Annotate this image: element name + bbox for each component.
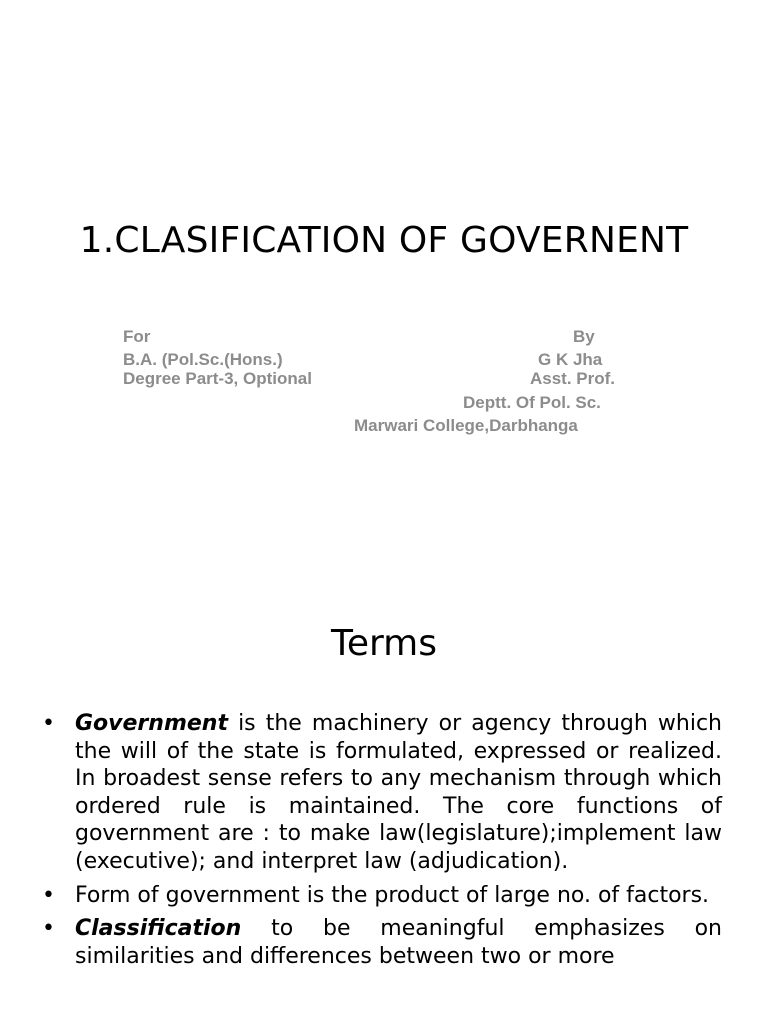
terms-slide bbox=[0, 576, 768, 1024]
bullet-icon: • bbox=[42, 711, 55, 736]
author-college: Marwari College,Darbhanga bbox=[354, 416, 578, 435]
term-lead: Classification bbox=[75, 916, 242, 942]
bullet-item-government bbox=[0, 710, 768, 876]
term-lead: Government bbox=[75, 711, 228, 736]
for-label: For bbox=[123, 327, 151, 346]
author-name: G K Jha bbox=[538, 350, 603, 369]
degree-text: Degree Part-3, Optional bbox=[123, 369, 312, 388]
bullet-icon: • bbox=[42, 916, 55, 942]
term-text: Form of government is the product of large no. of factors. bbox=[75, 882, 710, 908]
course-text: B.A. (Pol.Sc.(Hons.) bbox=[123, 350, 283, 369]
terms-bullet-list bbox=[0, 710, 768, 976]
by-label: By bbox=[573, 327, 595, 346]
author-department: Deptt. Of Pol. Sc. bbox=[463, 393, 601, 412]
bullet-item-form bbox=[0, 882, 768, 910]
term-text: to be meaningful emphasizes on similarities and differences between two or more bbox=[75, 916, 722, 969]
term-text: is the machinery or agency through which the will of the state is formulated, expressed or realized. In broadest sense refers to any mechanism through which ordered rule is maintained. The core functions of government are : to make law(legislature);implement law (executive); and interpret law (adjudication). bbox=[75, 711, 722, 874]
slide-title: 1.CLASIFICATION OF GOVERNENT bbox=[79, 220, 689, 261]
bullet-icon: • bbox=[42, 882, 55, 908]
author-designation: Asst. Prof. bbox=[530, 369, 616, 388]
terms-title: Terms bbox=[330, 623, 437, 664]
bullet-item-classification bbox=[0, 915, 768, 970]
